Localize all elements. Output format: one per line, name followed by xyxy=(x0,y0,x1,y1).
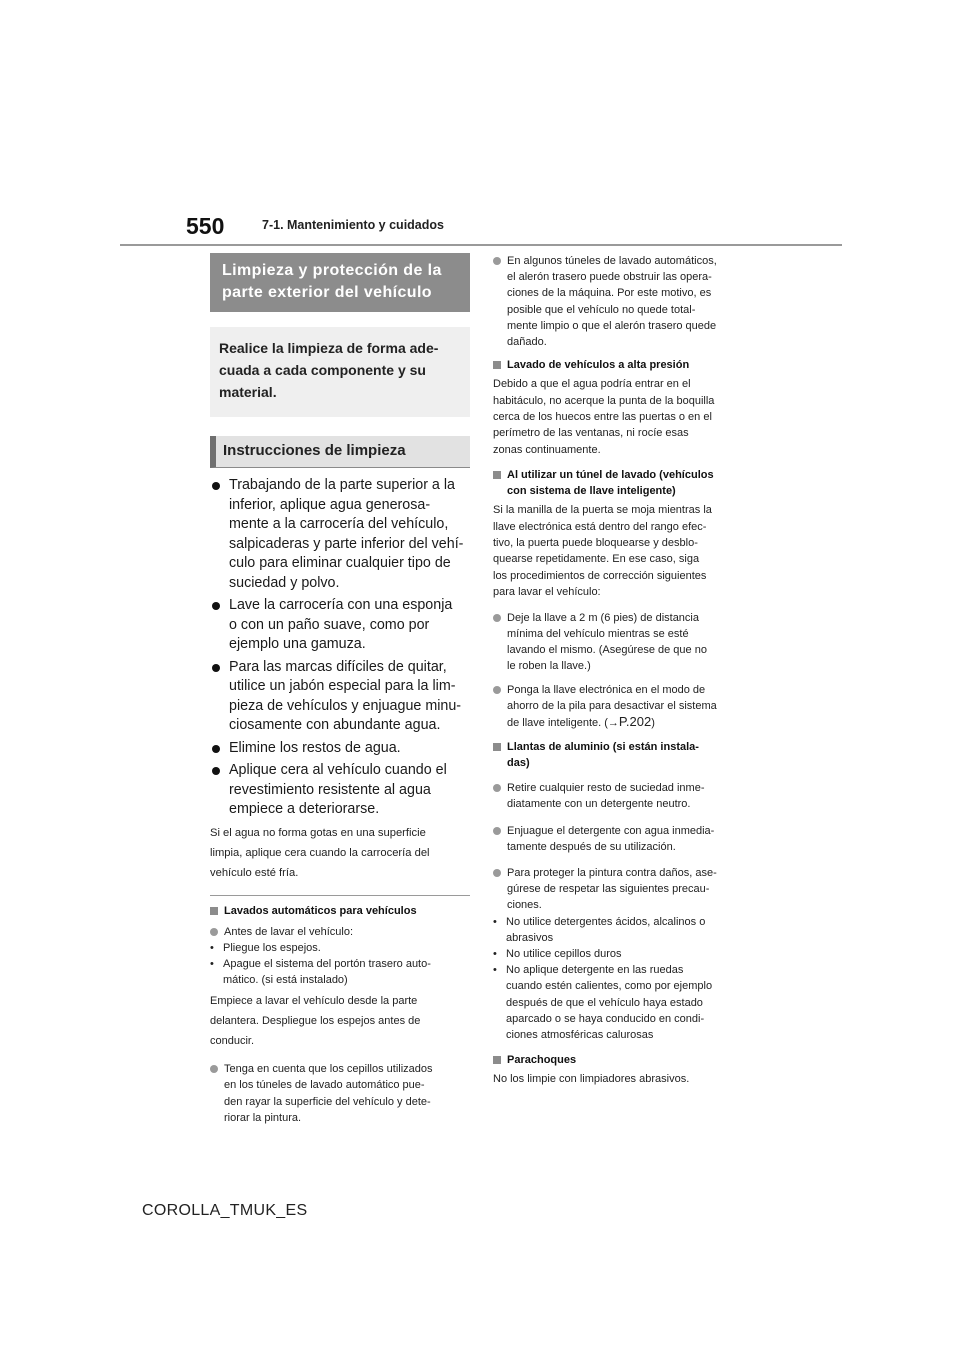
line: cerca de los huecos entre las puertas o en el xyxy=(493,411,712,424)
line: Para proteger la pintura contra daños, ase- xyxy=(507,866,717,879)
bullet-icon xyxy=(210,928,218,936)
line: lavando el mismo. (Asegúrese de que no xyxy=(507,644,707,657)
bullet-icon xyxy=(493,827,501,835)
line: le roben la llave.) xyxy=(507,660,591,673)
list-item xyxy=(493,865,755,1043)
bullet-icon xyxy=(493,784,501,792)
list-item xyxy=(493,610,755,675)
line: ciones de la máquina. Por este motivo, es xyxy=(507,287,712,300)
line: das) xyxy=(507,757,530,770)
line: ciones. xyxy=(507,899,542,912)
intro-line: cuada a cada componente y su xyxy=(219,362,426,378)
intro-box xyxy=(210,327,470,417)
list-item xyxy=(210,924,470,989)
line: quearse repetidamente. En ese caso, siga xyxy=(493,553,700,566)
line: en los túneles de lavado automático pue- xyxy=(224,1079,425,1092)
line: para lavar el vehículo: xyxy=(493,586,601,599)
divider xyxy=(210,895,470,896)
banner-line: parte exterior del vehículo xyxy=(222,284,432,301)
bullet-icon xyxy=(212,482,220,490)
line: diatamente con un detergente neutro. xyxy=(507,798,691,811)
line: inferior, aplique agua generosa- xyxy=(229,496,431,513)
text: de llave inteligente. ( xyxy=(507,716,608,729)
intro-line: material. xyxy=(219,384,277,400)
line: tivo, la puerta puede bloquearse y desblo- xyxy=(493,537,698,550)
list-item xyxy=(493,780,755,812)
list-item xyxy=(210,1061,470,1126)
line: el alerón trasero puede obstruir las opera- xyxy=(507,271,712,284)
sub-bullet xyxy=(493,914,755,946)
square-bullet-icon xyxy=(493,743,501,751)
sub-bullet xyxy=(493,946,755,962)
dot-icon: • xyxy=(493,915,497,928)
line: Empiece a lavar el vehículo desde la parte xyxy=(210,995,418,1008)
square-bullet-icon xyxy=(493,1056,501,1064)
page-number: 550 xyxy=(186,213,225,239)
bullet-icon xyxy=(212,767,220,775)
list-item xyxy=(493,682,755,732)
line: cuando estén calientes, como por ejemplo xyxy=(506,980,713,993)
line: revestimiento resistente al agua xyxy=(229,781,431,798)
paragraph xyxy=(493,1071,755,1087)
line: ciones atmosféricas calurosas xyxy=(506,1028,654,1041)
paragraph xyxy=(493,376,755,458)
line: ahorro de la pila para desactivar el sistema xyxy=(507,699,717,712)
subheading-text: Lavados automáticos para vehículos xyxy=(224,904,417,917)
line: Tenga en cuenta que los cepillos utilizados xyxy=(224,1063,433,1076)
line: aparcado o se haya conducido en condi- xyxy=(506,1012,705,1025)
line: den rayar la superficie del vehículo y dete- xyxy=(224,1095,431,1108)
line: utilice un jabón especial para la lim- xyxy=(229,678,456,694)
line: delantera. Despliegue los espejos antes de xyxy=(210,1014,421,1027)
list-item xyxy=(210,739,470,759)
line: No aplique detergente en las ruedas xyxy=(506,964,684,977)
paragraph xyxy=(493,502,755,600)
line: ciosamente con abundante agua. xyxy=(229,717,441,733)
line: Llantas de aluminio (si están instala- xyxy=(507,741,699,754)
banner-title xyxy=(210,253,470,312)
list-item xyxy=(210,476,470,593)
line: tamente después de su utilización. xyxy=(507,840,676,853)
square-bullet-icon xyxy=(493,361,501,369)
sub-bullet xyxy=(493,962,755,1043)
dot-icon: • xyxy=(210,957,214,970)
line: perímetro de las ventanas, ni rocíe esas xyxy=(493,427,689,440)
list-item xyxy=(210,658,470,736)
line: Para las marcas difíciles de quitar, xyxy=(229,658,447,675)
bullet-icon xyxy=(493,686,501,694)
bullet-icon xyxy=(493,869,501,877)
list-item xyxy=(493,253,755,350)
line: Enjuague el detergente con agua inmedia- xyxy=(507,824,715,837)
line: Al utilizar un túnel de lavado (vehículos xyxy=(507,469,714,482)
line: gúrese de respetar las siguientes precau- xyxy=(507,883,710,896)
subheading-high-pressure xyxy=(493,358,755,372)
line: Ponga la llave electrónica en el modo de xyxy=(507,683,706,696)
line: Trabajando de la parte superior a la xyxy=(229,477,455,493)
line: Deje la llave a 2 m (6 pies) de distancia xyxy=(507,611,699,624)
sub-bullet xyxy=(210,940,470,956)
line: zonas continuamente. xyxy=(493,443,601,456)
subheading-text: Parachoques xyxy=(507,1054,577,1067)
sub-bullet xyxy=(210,956,470,988)
dot-icon: • xyxy=(493,947,497,960)
subheading-text: Lavado de vehículos a alta presión xyxy=(507,359,690,372)
line: Apague el sistema del portón trasero auto- xyxy=(223,957,431,970)
line: En algunos túneles de lavado automáticos, xyxy=(507,255,717,267)
line: conducir. xyxy=(210,1034,255,1047)
section-title: Instrucciones de limpieza xyxy=(210,436,470,468)
line: suciedad y polvo. xyxy=(229,574,340,591)
bullet-icon xyxy=(493,614,501,622)
line: riorar la pintura. xyxy=(224,1111,302,1124)
line: o con un paño suave, como por xyxy=(229,616,430,633)
section-label: 7-1. Mantenimiento y cuidados xyxy=(262,218,444,232)
subheading-auto-wash xyxy=(210,904,470,918)
line: vehículo esté fría. xyxy=(210,866,299,879)
line: habitáculo, no acerque la punta de la boquilla xyxy=(493,394,715,407)
dot-icon: • xyxy=(493,964,497,977)
list-item xyxy=(210,761,470,820)
line: mático. (si está instalado) xyxy=(223,974,348,987)
subheading-smart-key xyxy=(493,468,755,498)
line: Antes de lavar el vehículo: xyxy=(224,925,354,938)
line: No utilice cepillos duros xyxy=(506,947,622,960)
line: mente a la carrocería del vehículo, xyxy=(229,516,449,532)
line: empiece a deteriorarse. xyxy=(229,801,380,817)
bullet-icon xyxy=(212,602,220,610)
line xyxy=(507,714,755,731)
line: llave electrónica está dentro del rango efec- xyxy=(493,520,707,533)
square-bullet-icon xyxy=(210,907,218,915)
line: salpicaderas y parte inferior del vehí- xyxy=(229,535,464,552)
line: mínima del vehículo mientras se esté xyxy=(507,627,689,640)
line: después de que el vehículo haya estado xyxy=(506,996,703,1009)
line: Debido a que el agua podría entrar en el xyxy=(493,378,691,391)
square-bullet-icon xyxy=(493,471,501,479)
line: ejemplo una gamuza. xyxy=(229,636,366,652)
wax-note xyxy=(210,823,470,883)
dot-icon: • xyxy=(210,941,214,954)
line: mente limpio o que el alerón trasero quede xyxy=(507,319,717,332)
left-column xyxy=(210,253,470,1126)
paragraph xyxy=(210,992,470,1051)
line: Aplique cera al vehículo cuando el xyxy=(229,762,447,778)
line: Si el agua no forma gotas en una superficie xyxy=(210,826,426,839)
line: Si la manilla de la puerta se moja mientras la xyxy=(493,504,712,517)
text: ) xyxy=(651,716,655,729)
line: dañado. xyxy=(507,336,547,349)
header-rule xyxy=(120,244,842,246)
banner-line: Limpieza y protección de la xyxy=(222,262,442,279)
bullet-icon xyxy=(493,257,501,265)
list-item xyxy=(493,823,755,855)
list-item xyxy=(210,596,470,655)
bullet-icon xyxy=(210,1065,218,1073)
cleaning-steps-list xyxy=(210,476,470,820)
subheading-bumpers xyxy=(493,1053,755,1067)
bullet-icon xyxy=(212,745,220,753)
line: No los limpie con limpiadores abrasivos. xyxy=(493,1073,690,1086)
line: abrasivos xyxy=(506,931,554,944)
footer-code: COROLLA_TMUK_ES xyxy=(142,1202,308,1219)
line: Pliegue los espejos. xyxy=(223,941,321,954)
line: con sistema de llave inteligente) xyxy=(507,485,676,498)
line: posible que el vehículo no quede total- xyxy=(507,303,696,316)
intro-line: Realice la limpieza de forma ade- xyxy=(219,340,439,356)
line: pieza de vehículos y enjuague minu- xyxy=(229,697,462,714)
line: Elimine los restos de agua. xyxy=(229,739,401,756)
subheading-wheels xyxy=(493,740,755,770)
bullet-icon xyxy=(212,664,220,672)
line: los procedimientos de corrección siguientes xyxy=(493,569,707,582)
page-reference-link[interactable]: P.202 xyxy=(618,713,652,729)
line: culo para eliminar cualquier tipo de xyxy=(229,555,451,571)
line: Lave la carrocería con una esponja xyxy=(229,597,453,613)
right-column xyxy=(493,253,755,1088)
line: No utilice detergentes ácidos, alcalinos o xyxy=(506,915,706,928)
line: limpia, aplique cera cuando la carrocería del xyxy=(210,846,430,859)
right-arrow-icon: → xyxy=(607,716,619,729)
line: Retire cualquier resto de suciedad inme- xyxy=(507,782,705,795)
